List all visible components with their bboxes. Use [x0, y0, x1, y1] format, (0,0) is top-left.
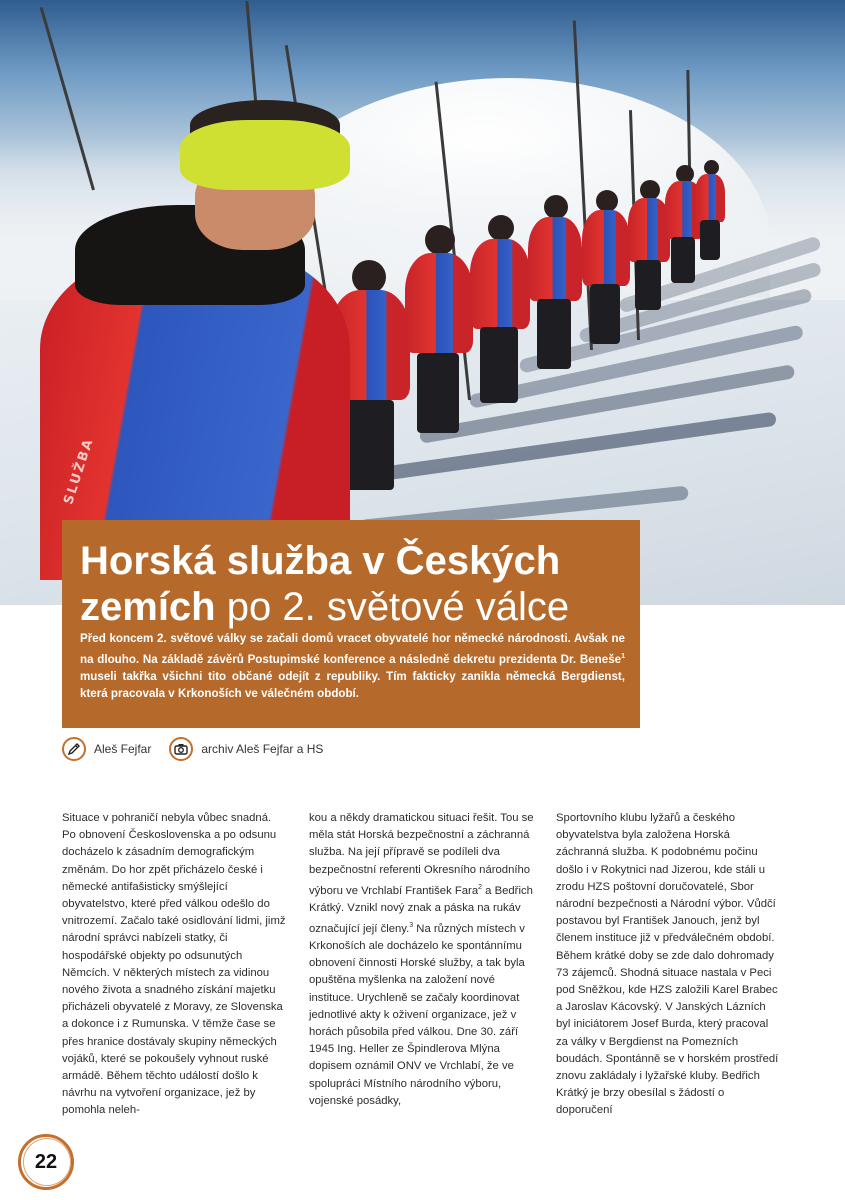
body-paragraph: Situace v pohraničí nebyla vůbec snadná. Po obnovení Československa a po odsunu docházelo k zásadním demografickým změnám. Do hor zpět přicházelo české i německé antifašisticky smýšlející obyvatelstvo, které před válkou odešlo do vnitrozemí. Začalo také osidlování lidmi, jimž národní správci nabízeli statky, či hospodářské objekty po odsunutých Němcích. V některých místech za vidinou nového života a snadného získání majetku přicházeli obyvatelé z Moravy, ze Slovenska a dokonce i z Rumunska. V těmže čase se přes hranice dostávaly skupiny německých vojáků, které se pokoušely vyhnout ruské armádě. Během těchto událostí došlo k návrhu na vytvoření organizace, jež by pomohla neleh-	[62, 812, 286, 1117]
byline	[62, 736, 323, 762]
page-number-badge	[18, 1134, 74, 1190]
pen-icon	[62, 737, 86, 761]
author-name: Aleš Fejfar	[94, 742, 152, 756]
title-bold: Horská služba v Českých zemích	[80, 539, 561, 629]
body-paragraph	[309, 810, 534, 1110]
text-column-3	[556, 810, 781, 1120]
article-title	[80, 538, 645, 630]
rescuer-figure	[695, 160, 725, 260]
body-paragraph: Sportovního klubu lyžařů a českého obyvatelstva byla založena Horská záchranná služba. K podobnému počinu došlo i v Rokytnici nad Jizerou, kde stáli u zrodu HZS poštovní doručovatelé, Sbor národní bezpečnosti a Národní výbor. Vůdčí postavou byl František Janouch, jenž byl členem instituce již v předválečném období. Během krátké doby se zde dalo dohromady 73 zájemců. Shodná situace nastala v Peci pod Sněžkou, kde HZS založili Karel Brabec a Jaroslav Kácovský. V Janských Lázních byl iniciátorem Josef Burda, který pracoval za války v Bergdienst na Pomezních boudách. Spontánně se v horském prostředí znovu zakládaly i lyžařské kluby. Bedřich Krátký je brzy obesílal s žádostí o doporučení	[556, 812, 779, 1117]
lead-rescuer	[40, 100, 370, 570]
text-column-1	[62, 810, 287, 1120]
footnote-ref[interactable]: 1	[621, 652, 625, 660]
lead-text-1: Před koncem 2. světové války se začali domů vracet obyvatelé hor německé národnosti. Avšak ne na dlouho. Na základě závěrů Postupimské konference a následně dekretu prezidenta Dr. Beneše	[80, 632, 625, 666]
rescuer-figure	[405, 225, 473, 435]
title-box	[62, 520, 640, 728]
camera-icon	[169, 737, 193, 761]
lead-paragraph	[80, 630, 625, 703]
text-column-2	[309, 810, 534, 1110]
rescuer-figure	[582, 190, 630, 345]
green-headband	[180, 120, 350, 190]
rescuer-figure	[470, 215, 530, 405]
lead-text-2: museli takřka všichni tito občané odejít z republiky. Tím fakticky zanikla německá Bergdienst, která pracovala v Krkonoších ve válečném období.	[80, 669, 625, 701]
footnote-ref[interactable]: 3	[409, 921, 414, 929]
page-number: 22	[34, 1150, 58, 1173]
body-text: kou a někdy dramatickou situaci řešit. Tou se měla stát Horská bezpečnostní a záchranná služba. Na její přípravě se podíleli dva bezpečnostní referenti Okresního národního výboru ve Vrchlabí František Fara	[309, 812, 534, 897]
body-text: Na různých místech v Krkonoších ale docházelo ke spontánnímu obnovení činnosti Horské služby, a tak byla opuštěna myšlenka na založení nové instituce. Urychleně se začaly koordinovat jednotlivé akty k oživení organizace, jež v horách působila před válkou. Dne 30. září 1945 Ing. Heller ze Špindlerova Mlýna dopisem oznámil ONV ve Vrchlabí, že ve spolupráci Místního národního výboru, vojenské posádky,	[309, 922, 525, 1107]
jacket-patch-text: SLUŽBA	[61, 435, 97, 507]
footnote-ref[interactable]: 2	[478, 883, 483, 891]
rescuer-figure	[628, 180, 670, 310]
rescuer-figure	[528, 195, 582, 370]
title-light: po 2. světové válce	[226, 585, 570, 629]
body-text: a Bedřich Krátký. Vznikl nový znak a páska na rukáv označující její členy.	[309, 884, 533, 935]
photo-credit: archiv Aleš Fejfar a HS	[201, 742, 324, 756]
